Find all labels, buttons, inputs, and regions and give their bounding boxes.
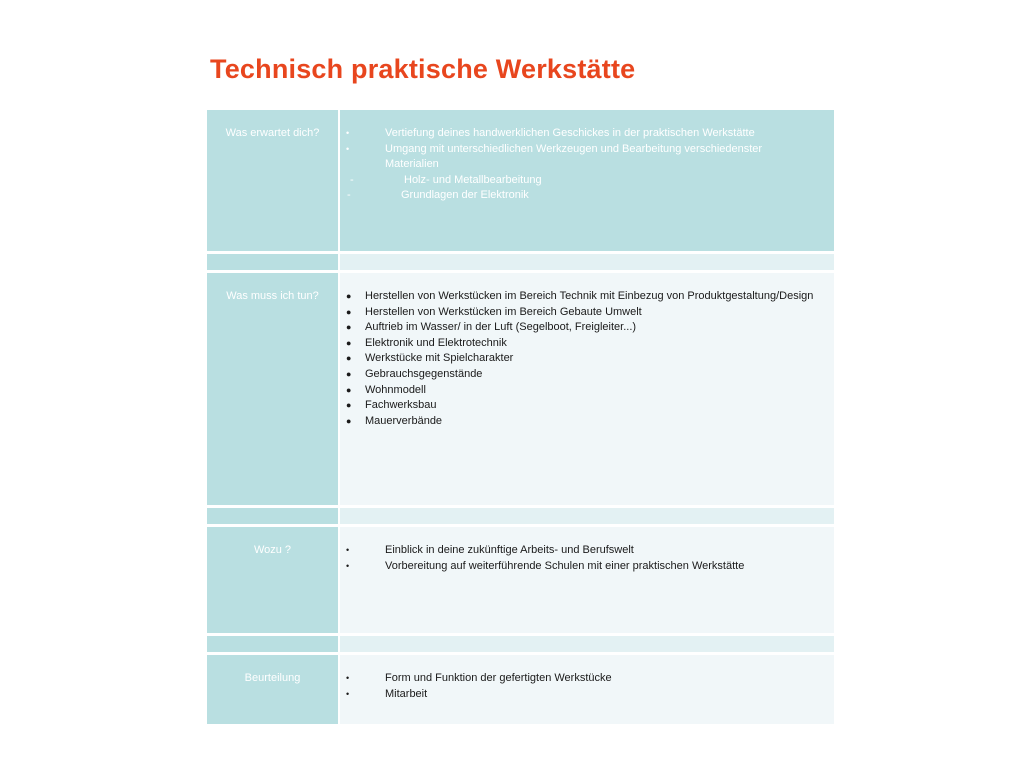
table-row-expectations <box>207 110 834 251</box>
list-subitem: - Grundlagen der Elektronik <box>347 189 529 202</box>
bullet-list <box>340 126 814 204</box>
row-content <box>340 655 834 724</box>
row-label: Beurteilung <box>207 655 338 724</box>
bullet-list <box>340 289 814 429</box>
table-row-assessment <box>207 655 834 724</box>
list-item: • Mitarbeit <box>346 687 428 700</box>
table-spacer-row <box>207 508 834 524</box>
list-item: • Vertiefung deines handwerklichen Geschickes in der praktischen Werkstätte <box>346 127 755 139</box>
list-item: ● Elektronik und Elektrotechnik <box>346 336 507 349</box>
row-label: Was erwartet dich? <box>207 110 338 251</box>
page-title: Technisch praktische Werkstätte <box>210 54 636 84</box>
row-content <box>340 273 834 505</box>
list-item: • Einblick in deine zukünftige Arbeits- und Berufswelt <box>346 544 634 556</box>
list-item: • Vorbereitung auf weiterführende Schulen mit einer praktischen Werkstätte <box>346 559 745 572</box>
list-item: ● Wohnmodell <box>346 383 426 396</box>
list-item: ● Werkstücke mit Spielcharakter <box>346 352 514 365</box>
table-spacer-row <box>207 254 834 270</box>
list-item: ● Auftrieb im Wasser/ in der Luft (Segelboot, Freigleiter...) <box>346 321 637 334</box>
bullet-list <box>340 671 814 702</box>
list-item: ● Fachwerksbau <box>346 399 437 412</box>
row-label: Was muss ich tun? <box>207 273 338 505</box>
list-subitem: - Holz- und Metallbearbeitung <box>350 173 542 186</box>
row-content <box>340 527 834 633</box>
list-item: ● Herstellen von Werkstücken im Bereich Gebaute Umwelt <box>346 305 642 318</box>
table-row-purpose <box>207 527 834 633</box>
row-content <box>340 110 834 251</box>
list-item: • Form und Funktion der gefertigten Werkstücke <box>346 672 612 684</box>
row-label: Wozu ? <box>207 527 338 633</box>
list-item: • Umgang mit unterschiedlichen Werkzeugen und Bearbeitung verschiedenster Materialien <box>346 142 763 171</box>
table-spacer-row <box>207 636 834 652</box>
table-row-tasks <box>207 273 834 505</box>
list-item: ● Herstellen von Werkstücken im Bereich Technik mit Einbezug von Produktgestaltung/Design <box>346 290 814 302</box>
list-item: ● Mauerverbände <box>346 414 443 427</box>
info-table <box>207 110 834 724</box>
bullet-list <box>340 543 814 574</box>
list-item: ● Gebrauchsgegenstände <box>346 367 483 380</box>
